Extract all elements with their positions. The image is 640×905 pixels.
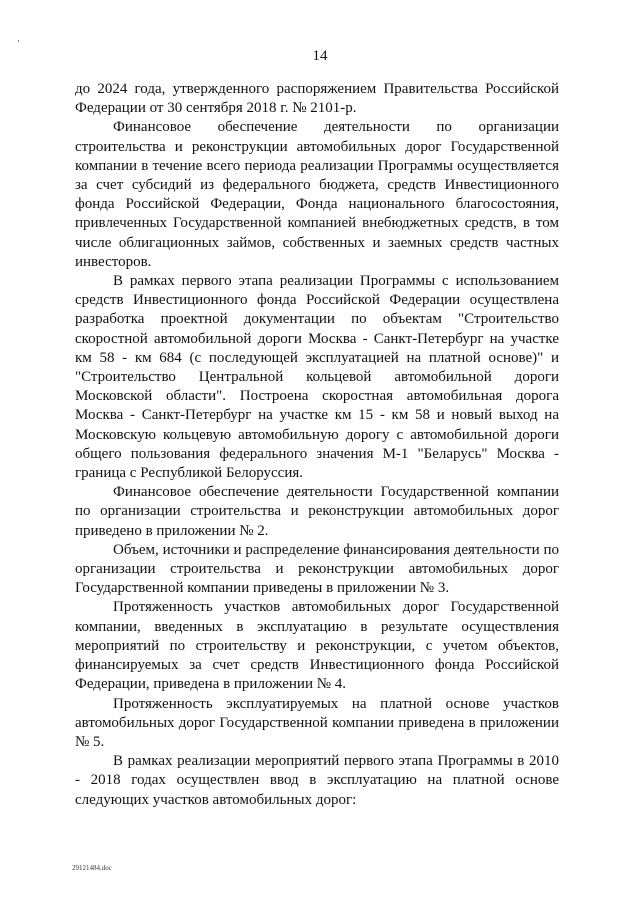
scan-margin-mark (18, 40, 19, 42)
paragraph-appendix-3: Объем, источники и распределение финансирования деятельности по организации строительства и реконструкции автомобильных дорог Государственной компании приведены в приложении № 3. (75, 541, 559, 597)
paragraph-appendix-2: Финансовое обеспечение деятельности Государственной компании по организации строительства и реконструкции автомобильных дорог приведено в приложении № 2. (75, 484, 559, 539)
page-number: 14 (312, 48, 328, 64)
paragraph-appendix-4: Протяженность участков автомобильных дорог Государственной компании, введенных в эксплуатацию в результате осуществления мероприятий по строительству и реконструкции, с учетом объектов, финансируемых за счет средств Инвестиционного фонда Российской Федерации, приведена в приложении № 4. (75, 599, 559, 693)
document-file-code: 29121484.doc (72, 864, 112, 872)
paragraph-first-stage: В рамках первого этапа реализации Программы с использованием средств Инвестиционного фонда Российской Федерации осуществлена разработка проектной документации по объектам "Строительство скоростной автомобильной дороги Москва - Санкт-Петербург на участке км 58 - км 684 (с последующей эксплуатацией на платной основе)" и "Строительство Центральной кольцевой автомобильной дороги Московской области". Построена скоростная автомобильная дорога Москва - Санкт-Петербург на участке км 15 - км 58 и новый выход на Московскую кольцевую автомобильную дорогу с автомобильной дороги общего пользования федерального значения М-1 "Беларусь" Москва - граница с Республикой Белоруссия. (75, 273, 559, 482)
paragraph-financing: Финансовое обеспечение деятельности по организации строительства и реконструкции автомобильных дорог Государственной компании в течение всего периода реализации Программы осуществляется за счет субсидий из федерального бюджета, средств Инвестиционного фонда Российской Федерации, Фонда национального благосостояния, привлеченных Государственной компанией внебюджетных средств, в том числе облигационных займов, собственных и заемных средств частных инвесторов. (75, 119, 559, 270)
paragraph-appendix-5: Протяженность эксплуатируемых на платной основе участков автомобильных дорог Государственной компании приведена в приложении № 5. (75, 695, 559, 750)
document-body (75, 80, 559, 810)
paragraph-continuation: до 2024 года, утвержденного распоряжением Правительства Российской Федерации от 30 сентября 2018 г. № 2101-р. (75, 81, 559, 117)
paragraph-toll-sections: В рамках реализации мероприятий первого этапа Программы в 2010 - 2018 годах осуществлен ввод в эксплуатацию на платной основе следующих участков автомобильных дорог: (75, 753, 559, 808)
